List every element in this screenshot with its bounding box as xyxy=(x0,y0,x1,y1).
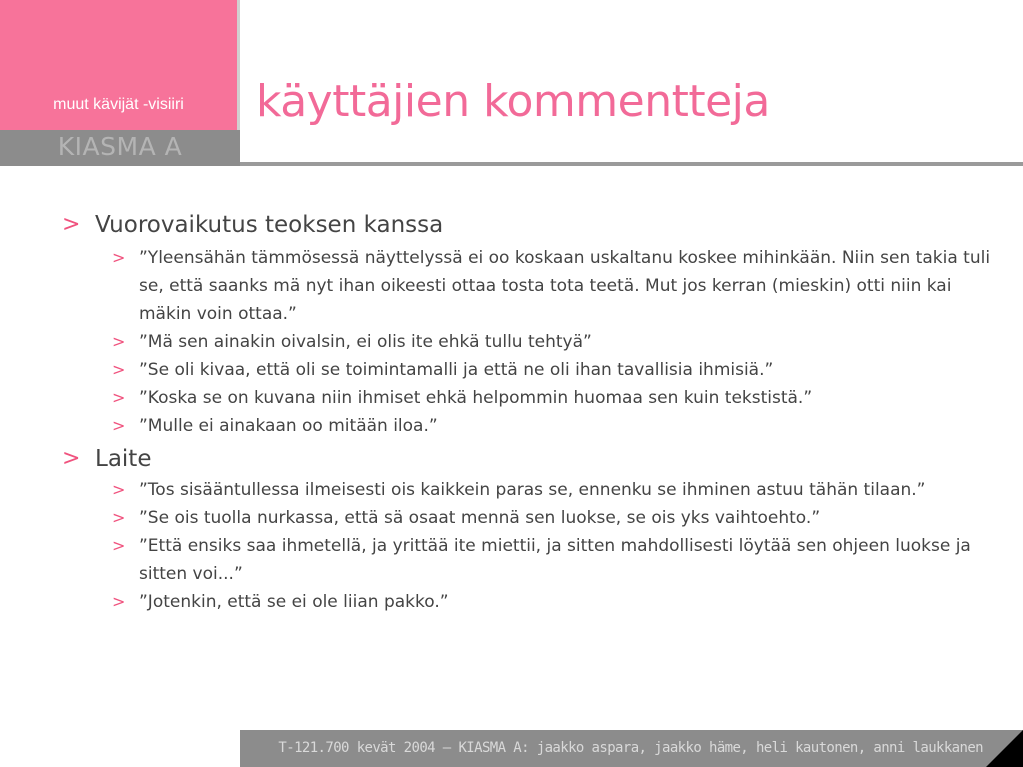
title-underline xyxy=(240,162,1023,166)
bullet-arrow-icon: > xyxy=(112,388,126,407)
list-item xyxy=(112,476,1002,504)
list-item xyxy=(112,532,1002,588)
list-item xyxy=(112,244,1002,328)
section-label: muut kävijät -visiiri xyxy=(53,96,184,113)
footer-text: T-121.700 kevät 2004 — KIASMA A: jaakko aspara, jaakko häme, heli kautonen, anni laukkanen xyxy=(278,740,983,756)
bullet-arrow-icon: > xyxy=(112,332,126,351)
section-heading-text: Laite xyxy=(95,446,152,472)
list-item xyxy=(112,588,1002,616)
list-item-text: ”Jotenkin, että se ei ole liian pakko.” xyxy=(139,592,449,612)
list-item xyxy=(112,356,1002,384)
bullet-arrow-icon: > xyxy=(112,592,126,611)
brand-label: KIASMA A xyxy=(57,132,183,161)
list-item-text: ”Tos sisääntullessa ilmeisesti ois kaikkein paras se, ennenku se ihminen astuu tähän tilaan.” xyxy=(139,480,926,500)
list-item-text: ”Että ensiks saa ihmetellä, ja yrittää ite miettii, ja sitten mahdollisesti löytää sen ohjeen luokse ja sitten voi...” xyxy=(139,536,971,584)
bullet-arrow-icon: > xyxy=(112,416,126,435)
list-item-text: ”Mä sen ainakin oivalsin, ei olis ite ehkä tullu tehtyä” xyxy=(139,332,592,352)
list-item-text: ”Se oli kivaa, että oli se toimintamalli ja että ne oli ihan tavallisia ihmisiä.” xyxy=(139,360,774,380)
bullet-arrow-icon: > xyxy=(112,536,126,555)
list-item-text: ”Mulle ei ainakaan oo mitään iloa.” xyxy=(139,416,438,436)
slide-content xyxy=(62,208,1002,616)
bullet-arrow-icon: > xyxy=(112,360,126,379)
bullet-arrow-icon: > xyxy=(62,212,81,237)
bullet-arrow-icon: > xyxy=(112,480,126,499)
list-item xyxy=(112,384,1002,412)
bullet-arrow-icon: > xyxy=(62,446,81,471)
bullet-arrow-icon: > xyxy=(112,248,126,267)
page-title: käyttäjien kommentteja xyxy=(256,76,770,127)
list-item-text: ”Yleensähän tämmösessä näyttelyssä ei oo koskaan uskaltanu koskee mihinkään. Niin sen takia tuli se, että saanks mä nyt ihan oikeesti ottaa tosta tota teetä. Mut jos kerran (mieskin) otti niin kai mäkin voin ottaa.” xyxy=(139,248,991,324)
list-item-text: ”Se ois tuolla nurkassa, että sä osaat mennä sen luokse, se ois yks vaihtoehto.” xyxy=(139,508,821,528)
list-item xyxy=(112,328,1002,356)
corner-triangle-icon xyxy=(986,730,1023,767)
section-heading-text: Vuorovaikutus teoksen kanssa xyxy=(95,212,444,238)
divider-vertical xyxy=(237,0,240,130)
section-heading xyxy=(62,442,1002,476)
list-item-text: ”Koska se on kuvana niin ihmiset ehkä helpommin huomaa sen kuin tekstistä.” xyxy=(139,388,813,408)
bullet-arrow-icon: > xyxy=(112,508,126,527)
list-item xyxy=(112,504,1002,532)
list-item xyxy=(112,412,1002,440)
section-heading xyxy=(62,208,1002,242)
